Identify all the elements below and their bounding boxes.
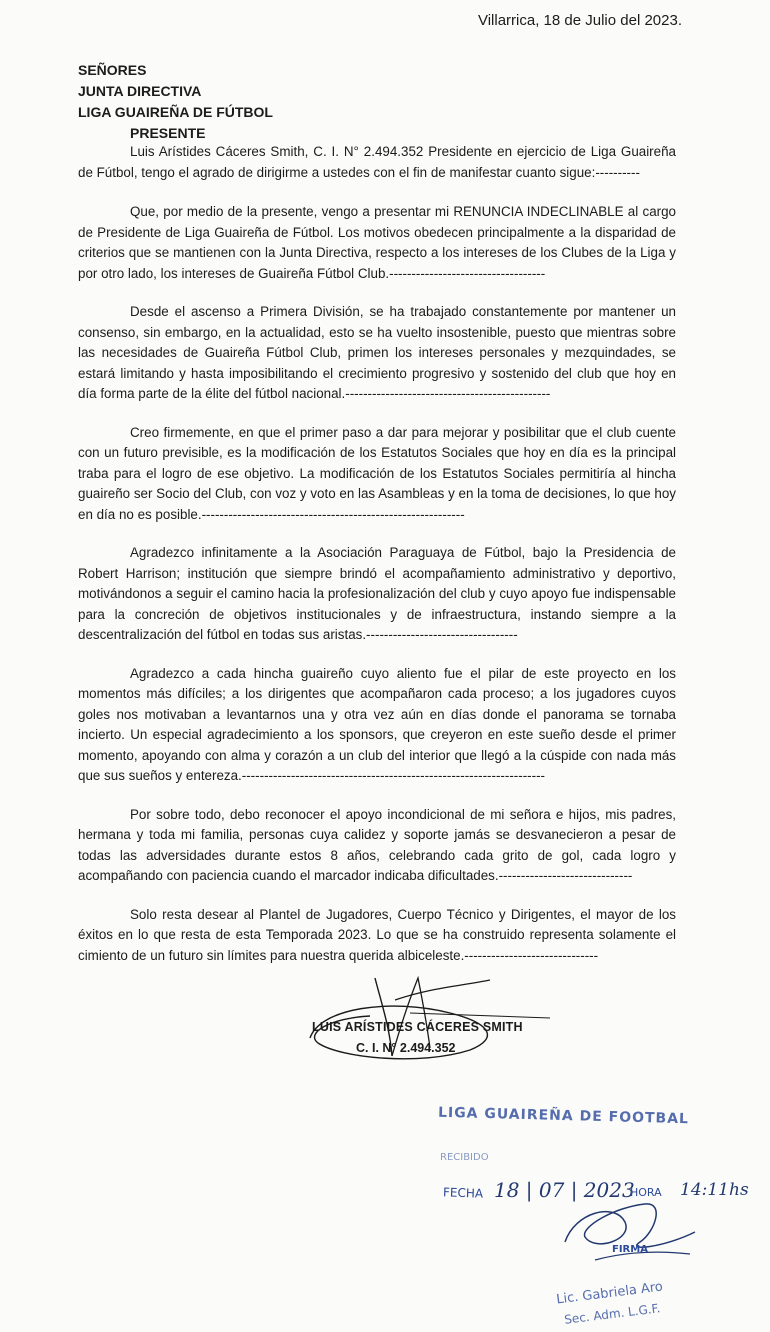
- signer-ci: C. I. N° 2.494.352: [356, 1041, 456, 1055]
- paragraph: Agradezco a cada hincha guaireño cuyo aliento fue el pilar de este proyecto en los momentos más difíciles; a los dirigentes que acompañaron cada proceso; a los jugadores cuyos goles nos motivaban a levantarnos una y otra vez aún en días donde el panorama se tornaba incierto. Un especial agradecimiento a los sponsors, que creyeron en este sueño desde el primer momento, apoyando con alma y corazón a un club del interior que llegó a la cúspide con nada más que sus sueños y entereza.--------------------------------------------------------------------: [78, 665, 676, 783]
- reception-stamp-firma-label: FIRMA: [612, 1244, 648, 1255]
- reception-stamp-fecha-label: FECHA: [442, 1185, 484, 1201]
- paragraph: Luis Arístides Cáceres Smith, C. I. N° 2.494.352 Presidente en ejercicio de Liga Guaireña de Fútbol, tengo el agrado de dirigirme a ustedes con el fin de manifestar cuanto sigue:----------: [78, 144, 676, 180]
- letter-date: Villarrica, 18 de Julio del 2023.: [477, 12, 682, 29]
- paragraph: Desde el ascenso a Primera División, se ha trabajado constantemente por mantener un consenso, sin embargo, en la actualidad, esto se ha vuelto insostenible, puesto que mientras sobre las necesidades de Guaireña Fútbol Club, primen los intereses personales y mezquindades, se estará limitando y hasta imposibilitando el crecimiento progresivo y sostenido del club que hoy en día forma parte de la élite del fútbol nacional.----------------------------------------------: [78, 304, 676, 401]
- reception-stamp-org: LIGA GUAIREÑA DE FOOTBAL: [437, 1104, 690, 1128]
- reception-stamp-received: RECIBIDO: [440, 1152, 489, 1163]
- present-label: PRESENTE: [130, 125, 206, 141]
- paragraph: Solo resta desear al Plantel de Jugadores, Cuerpo Técnico y Dirigentes, el mayor de los éxitos en lo que resta de esta Temporada 2023. Lo que se ha construido representa solamente el cimiento de un futuro sin límites para nuestra querida albiceleste.------------------------------: [78, 906, 676, 963]
- paragraph: Que, por medio de la presente, vengo a presentar mi RENUNCIA INDECLINABLE al cargo de Presidente de Liga Guaireña de Fútbol. Los motivos obedecen principalmente a la disparidad de criterios que se mantienen con la Junta Directiva, respecto a los intereses de los Clubes de la Liga y por otro lado, los intereses de Guaireña Fútbol Club.-----------------------------------: [78, 204, 676, 281]
- handwritten-received-date: 18 | 07 | 2023: [494, 1178, 635, 1202]
- paragraph: Agradezco infinitamente a la Asociación Paraguaya de Fútbol, bajo la Presidencia de Robert Harrison; institución que siempre brindó el acompañamiento administrativo y deportivo, motivándonos a seguir el camino hacia la profesionalización del club y cuyo apoyo fue indispensable para la concreción de objetivos institucionales y de infraestructura, instando siempre a la descentralización del fútbol en todas sus aristas.----------------------------------: [78, 545, 676, 642]
- reception-stamp-hora-label: HORA: [630, 1186, 662, 1199]
- paragraph: Por sobre todo, debo reconocer el apoyo incondicional de mi señora e hijos, mis padres, hermana y toda mi familia, personas cuya calidez y soporte jamás se desvanecieron a pesar de todas las adversidades durante estos 8 años, celebrando cada grito de gol, cada logro y acompañando con paciencia cuando el marcador indicaba dificultades.------------------------------: [78, 806, 676, 883]
- paragraph: Creo firmemente, en que el primer paso a dar para mejorar y posibilitar que el club cuente con un futuro previsible, es la modificación de los Estatutos Sociales que hoy en día es la principal traba para el logro de ese objetivo. La modificación de los Estatutos Sociales permitiría al hincha guaireño ser Socio del Club, con voz y voto en las Asambleas y en la toma de decisiones, lo que hoy en día no es posible.-----------------------------------------------------------: [78, 424, 676, 522]
- addressee-line: LIGA GUAIREÑA DE FÚTBOL: [78, 104, 273, 120]
- addressee-line: JUNTA DIRECTIVA: [78, 83, 202, 99]
- addressee-block: [78, 60, 273, 144]
- receiver-signature: [555, 1192, 705, 1272]
- receiver-name: Lic. Gabriela Aro: [555, 1279, 664, 1308]
- signer-name: LUIS ARÍSTIDES CÁCERES SMITH: [312, 1020, 523, 1034]
- letter-body: [78, 142, 676, 984]
- addressee-line: SEÑORES: [78, 62, 147, 78]
- handwritten-received-time: 14:11hs: [680, 1180, 749, 1200]
- receiver-role: Sec. Adm. L.G.F.: [563, 1301, 662, 1327]
